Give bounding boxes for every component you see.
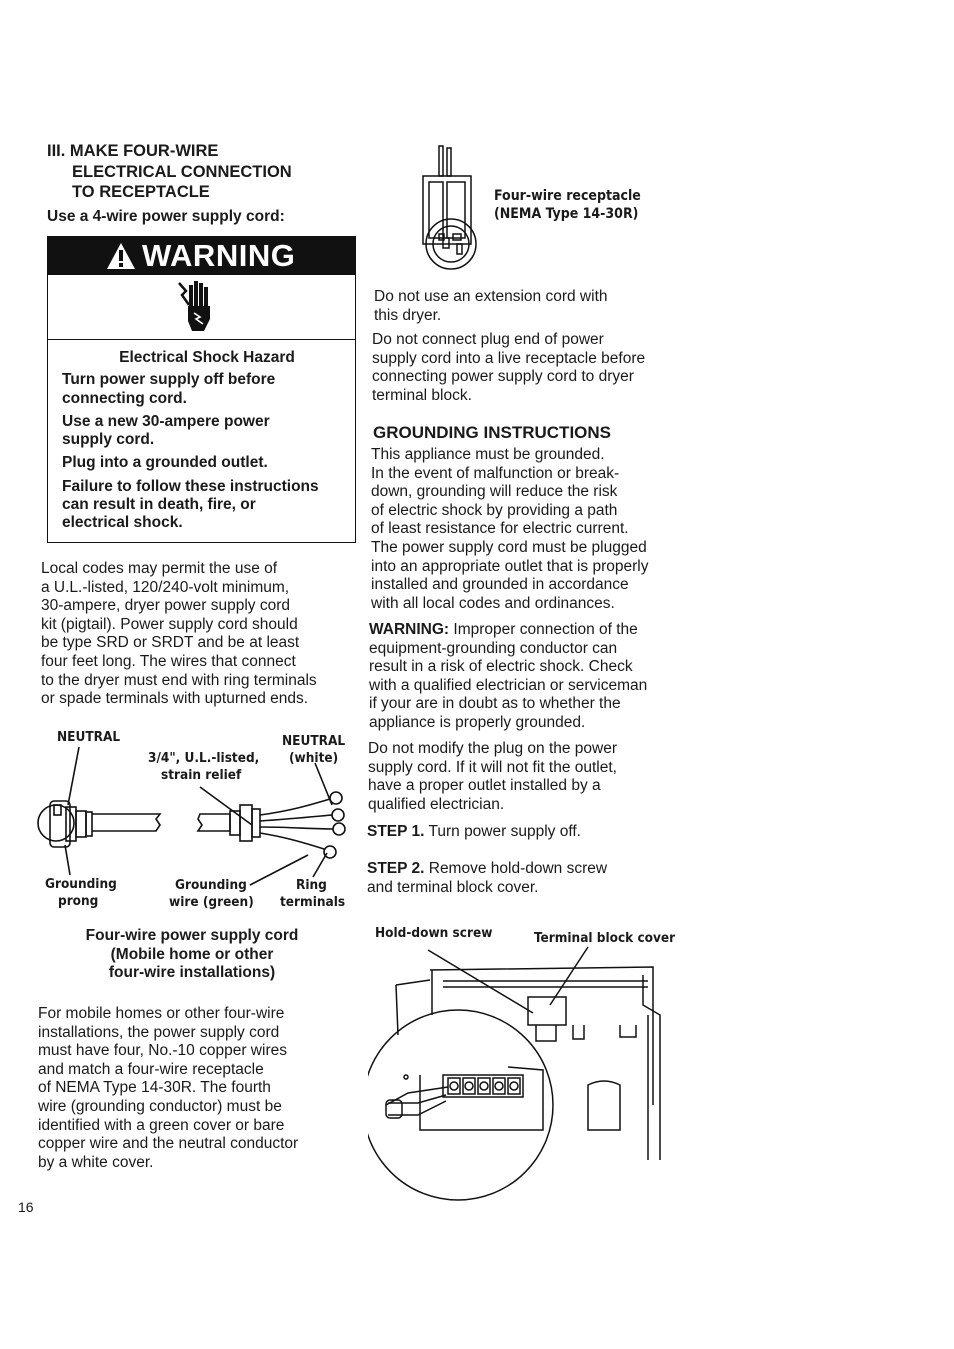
receptacle-label-1: Four-wire receptacle (494, 188, 641, 204)
terminal-block-figure (368, 945, 668, 1210)
step-1: STEP 1. Turn power supply off. (367, 823, 581, 840)
mobile-home-paragraph: For mobile homes or other four-wire installations, the power supply cord must have four, No.-10 copper wires and match a four-wire receptacle of NEMA Type 14-30R. The fourth wire (grounding conductor) must be identified with a green cover or bare copper wire and the neutral conductor by a white cover. (38, 1005, 299, 1171)
modify-plug-paragraph: Do not modify the plug on the power supply cord. If it will not fit the outlet, have a proper outlet installed by a qualified electrician. (368, 740, 618, 813)
warning-header (48, 237, 355, 275)
warning-triangle-icon (106, 242, 136, 270)
grounding-warning-label: WARNING: (369, 621, 450, 638)
warning-item: Turn power supply off before connecting cord. (62, 371, 276, 407)
grounding-wire-label-2: wire (green) (169, 894, 254, 910)
power-cord-figure (30, 725, 360, 915)
warning-label: WARNING (142, 238, 296, 273)
ring-terminals-label-2: terminals (280, 894, 346, 910)
step-2-label: STEP 2. (367, 860, 425, 877)
section-subheading: Use a 4-wire power supply cord: (47, 208, 285, 225)
step-2: STEP 2. Remove hold-down screw and terminal block cover. (367, 860, 608, 896)
grounding-prong-label-2: prong (58, 893, 99, 909)
section-heading: III. MAKE FOUR-WIRE ELECTRICAL CONNECTION TO RECEPTACLE (47, 142, 292, 201)
extension-cord-paragraph: Do not use an extension cord with this dryer. (374, 288, 608, 324)
ring-terminals-label-1: Ring (296, 877, 327, 893)
terminal-block-cover-label: Terminal block cover (534, 930, 676, 946)
warning-box (47, 236, 356, 543)
local-codes-paragraph: Local codes may permit the use of a U.L.-listed, 120/240-volt minimum, 30-ampere, dryer power supply cord kit (pigtail). Power supply cord should be type SRD or SRDT and be at least four feet long. The wires that connect to the dryer must end with ring terminals or spade terminals with upturned ends. (41, 560, 317, 708)
neutral-left-label: NEUTRAL (57, 729, 121, 745)
warning-item: Failure to follow these instructions can result in death, fire, or electrical shock. (62, 477, 319, 532)
white-wire-label: (white) (289, 750, 339, 766)
step-1-label: STEP 1. (367, 823, 425, 840)
terminal-block-illustration (368, 945, 668, 1210)
grounding-paragraph: This appliance must be grounded. In the event of malfunction or break- down, grounding will reduce the risk of electric shock by providing a path of least resistance for electric current. The power supply cord must be plugged into an appropriate outlet that is properly installed and grounded in accordance with all local codes and ordinances. (371, 446, 649, 612)
grounding-prong-label-1: Grounding (45, 876, 117, 892)
live-receptacle-paragraph: Do not connect plug end of power supply cord into a live receptacle before connecting power supply cord to dryer terminal block. (372, 331, 646, 404)
strain-relief-label-1: 3/4", U.L.-listed, (148, 750, 260, 766)
warning-title: Electrical Shock Hazard (119, 349, 295, 366)
page-number: 16 (18, 1199, 34, 1215)
receptacle-figure (415, 144, 485, 274)
strain-relief-label-2: strain relief (161, 767, 242, 783)
hold-down-screw-label: Hold-down screw (375, 925, 493, 941)
warning-body (62, 349, 352, 538)
neutral-right-label: NEUTRAL (282, 733, 346, 749)
grounding-heading: GROUNDING INSTRUCTIONS (373, 423, 611, 442)
receptacle-illustration (415, 144, 485, 274)
grounding-wire-label-1: Grounding (175, 877, 247, 893)
warning-icon-area (48, 275, 355, 340)
electric-shock-hand-icon (176, 279, 216, 335)
warning-item: Plug into a grounded outlet. (62, 454, 268, 472)
grounding-warning-paragraph: WARNING: Improper connection of the equipment-grounding conductor can result in a risk of electric shock. Check with a qualified electrician or serviceman if your are in doubt as to whether the appliance is properly grounded. (369, 621, 648, 731)
cord-caption: Four-wire power supply cord (Mobile home or other four-wire installations) (85, 927, 299, 981)
warning-item: Use a new 30-ampere power supply cord. (62, 412, 270, 449)
receptacle-label-2: (NEMA Type 14-30R) (494, 206, 639, 222)
